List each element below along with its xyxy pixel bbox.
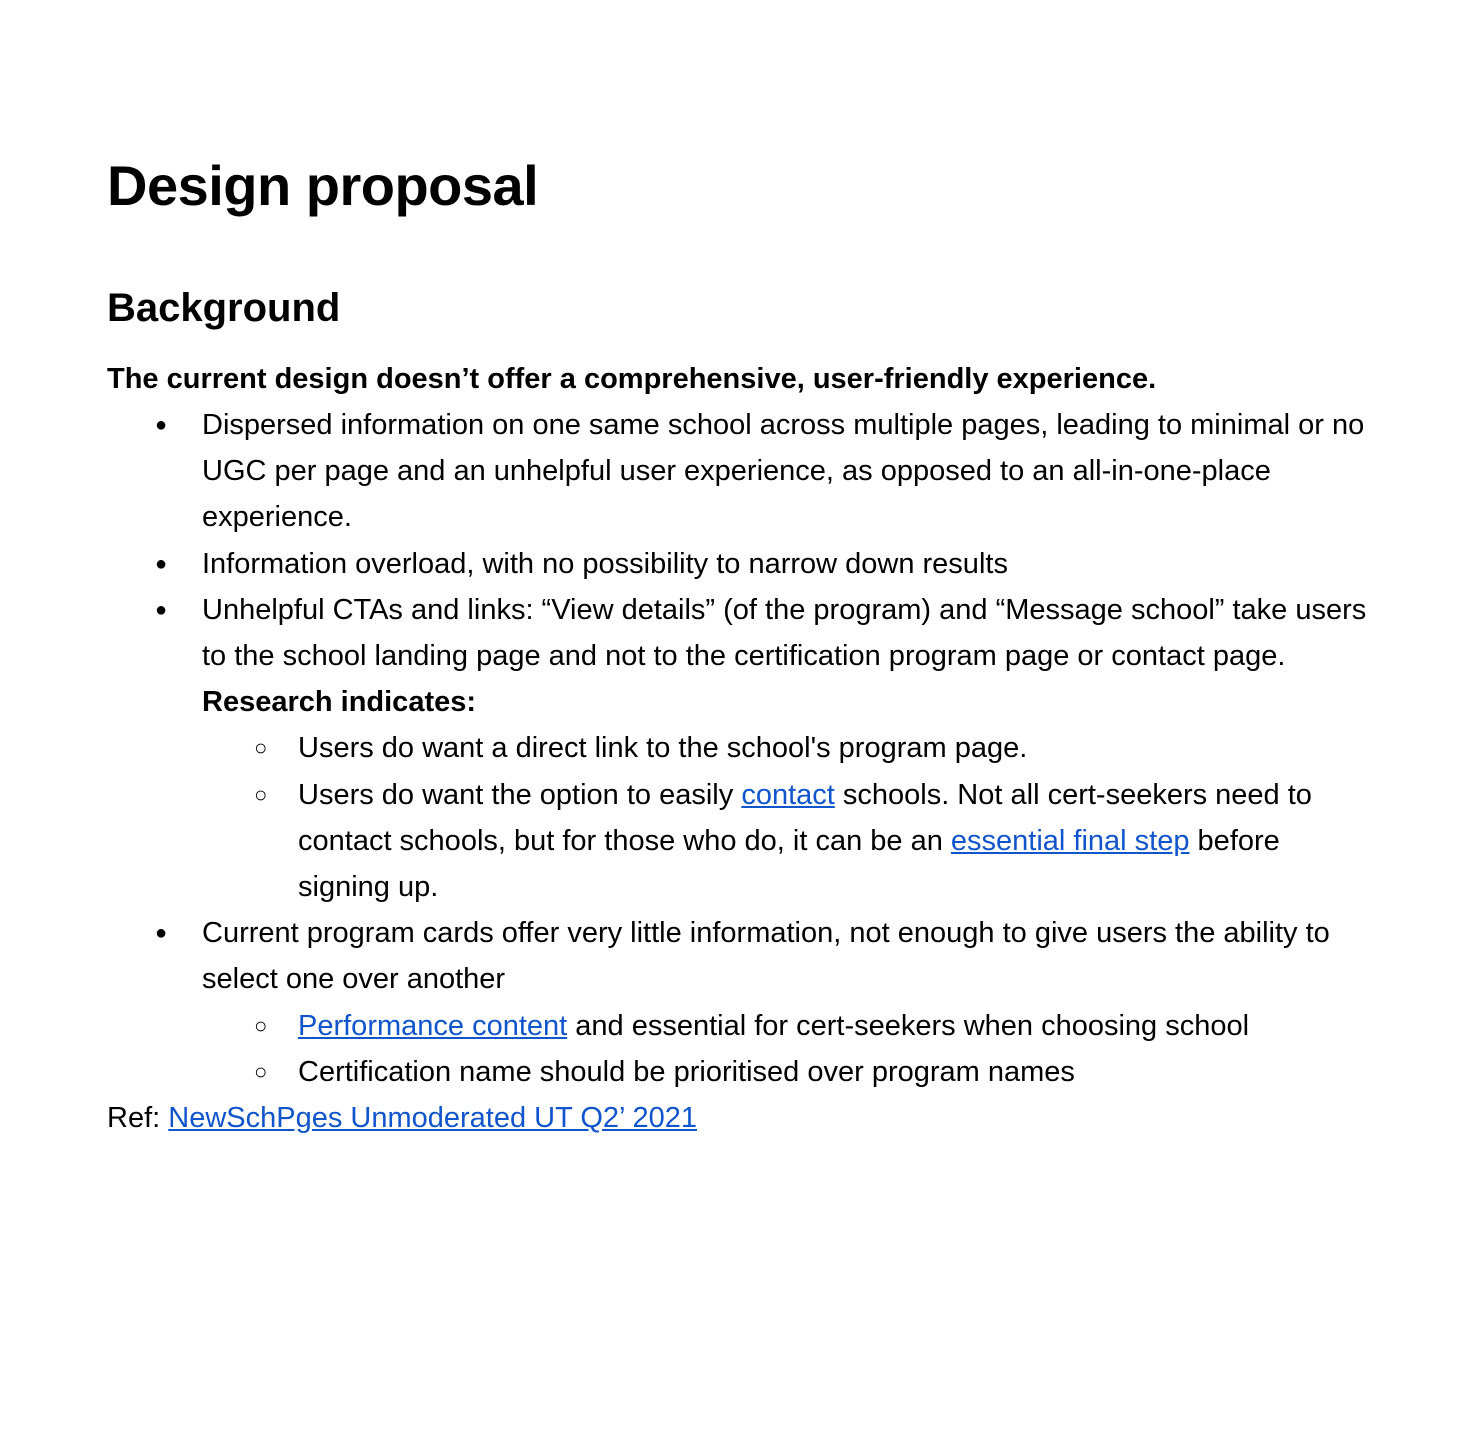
bullet-icon: ● bbox=[155, 414, 168, 436]
list-item bbox=[107, 541, 1367, 587]
bullet-icon: ● bbox=[155, 598, 168, 621]
reference-label: Ref: bbox=[107, 1102, 169, 1135]
sub-list-item-text-before: Users do want the option to easily bbox=[298, 778, 742, 811]
list-item-text: Information overload, with no possibility to narrow down results bbox=[202, 547, 1008, 580]
research-heading: Research indicates: bbox=[202, 686, 477, 719]
section-heading-background: Background bbox=[107, 286, 341, 330]
sub-list-item bbox=[202, 1003, 1367, 1049]
sub-list-item-text: Users do want a direct link to the school's program page. bbox=[298, 732, 1028, 765]
sub-list-item bbox=[202, 772, 1367, 911]
sub-list-item-text-middle: schools. Not all cert-seekers need to contact schools, but for those who do, it can be an bbox=[298, 778, 1312, 857]
bullet-icon: ● bbox=[155, 552, 168, 575]
list-item-text: Unhelpful CTAs and links: “View details” (of the program) and “Message school” take users to the school landing page and not to the certification program page or contact page. bbox=[202, 593, 1367, 673]
reference-line bbox=[107, 1095, 1367, 1141]
essential-final-step-link[interactable]: essential final step bbox=[950, 824, 1190, 857]
bullet-icon: ● bbox=[155, 922, 168, 945]
list-item bbox=[107, 910, 1367, 1095]
sub-bullet-list bbox=[106, 725, 1367, 910]
performance-content-link[interactable]: Performance content bbox=[298, 1009, 568, 1042]
lead-statement: The current design doesn’t offer a comprehensive, user-friendly experience. bbox=[107, 363, 1157, 395]
list-item-text: Current program cards offer very little information, not enough to give users the ability to select one over another bbox=[202, 917, 1330, 996]
hollow-bullet-icon: ○ bbox=[254, 735, 268, 761]
contact-link[interactable]: contact bbox=[741, 778, 835, 811]
hollow-bullet-icon: ○ bbox=[254, 1058, 268, 1084]
hollow-bullet-icon: ○ bbox=[254, 781, 268, 807]
sub-bullet-list bbox=[106, 1003, 1367, 1095]
hollow-bullet-icon: ○ bbox=[254, 1012, 268, 1038]
sub-list-item-text-after: and essential for cert-seekers when choosing school bbox=[567, 1009, 1250, 1042]
reference-link[interactable]: NewSchPges Unmoderated UT Q2’ 2021 bbox=[168, 1102, 697, 1135]
page-title: Design proposal bbox=[107, 154, 539, 217]
sub-list-item-text: Certification name should be prioritised over program names bbox=[298, 1055, 1075, 1088]
sub-list-item bbox=[202, 725, 1367, 771]
sub-list-item bbox=[202, 1049, 1367, 1095]
document-page bbox=[107, 148, 1367, 1141]
list-item-text: Dispersed information on one same school across multiple pages, leading to minimal or no UGC per page and an unhelpful user experience, as opposed to an all-in-one-place experience. bbox=[202, 409, 1365, 534]
list-item bbox=[107, 587, 1367, 910]
sub-list-item-text-after: before signing up. bbox=[298, 824, 1280, 904]
list-item bbox=[107, 402, 1367, 541]
bullet-list bbox=[107, 402, 1367, 1095]
